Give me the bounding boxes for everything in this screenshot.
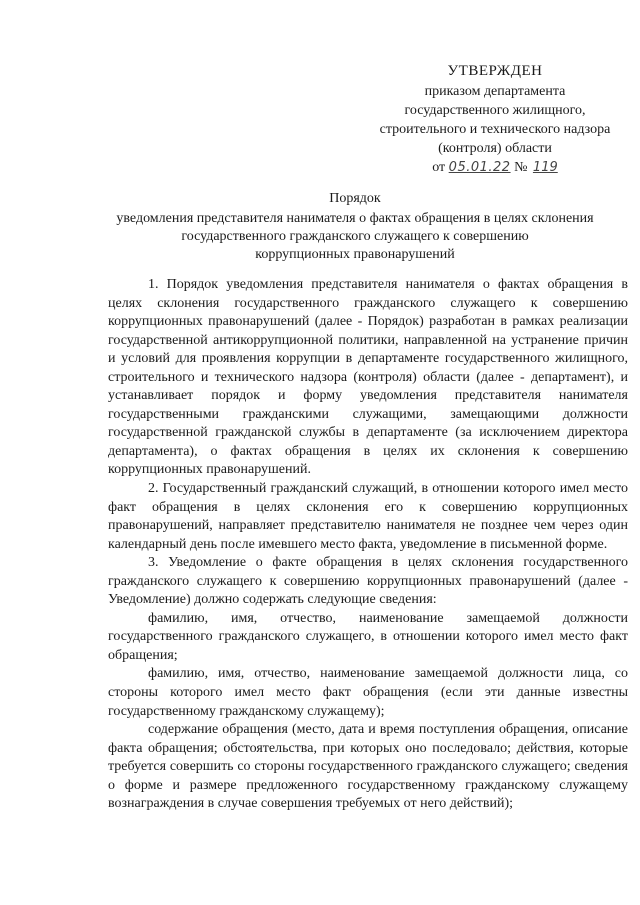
paragraph: содержание обращения (место, дата и время поступления обращения, описание факта обращения; обстоятельства, при которых оно последовало; действия, которые требуется совершить со стороны государственного гражданского служащего; сведения о форме и размере предложенного государственному гражданскому служащему вознаграждения в случае совершения требуемых от него действий); [108,722,628,812]
title-line: уведомления представителя нанимателя о фактах обращения в целях склонения [116,211,594,226]
document-title [95,190,615,264]
document-body [108,276,628,814]
date-prefix: от [432,160,446,175]
approval-line: государственного жилищного, [404,103,586,118]
paragraph: фамилию, имя, отчество, наименование замещаемой должности государственного гражданского служащего, в отношении которого имел место факт обращения; [108,610,628,663]
number-sign: № [514,160,528,175]
paragraph: 2. Государственный гражданский служащий, в отношении которого имел место факт обращения в целях склонения его к совершению коррупционных правонарушений, направляет представителю нанимателя не позднее чем через один календарный день после имевшего место факта, уведомление в письменной форме. [108,481,628,552]
approval-line: строительного и технического надзора [379,122,611,137]
approval-stamp [360,62,630,177]
paragraph: 1. Порядок уведомления представителя нанимателя о фактах обращения в целях склонения государственного гражданского служащего к совершению коррупционных правонарушений (далее - Порядок) разработан в рамках реализации государственной антикоррупционной политики, направленной на устранение причин и условий для проявления коррупции в департаменте государственного жилищного, строительного и технического надзора (контроля) области (далее - департамент), и устанавливает порядок и форму уведомления представителя нанимателя государственными гражданскими служащими, замещающими должности государственной гражданской службы в департаменте (за исключением директора департамента), о фактах обращения в целях их склонения к совершению коррупционных правонарушений. [108,277,628,478]
approval-date-line [360,158,630,177]
paragraph: 3. Уведомление о факте обращения в целях склонения государственного гражданского служащего к совершению коррупционных правонарушений (далее - Уведомление) должно содержать следующие сведения: [108,555,628,608]
title-line: коррупционных правонарушений [255,247,455,262]
title-line: государственного гражданского служащего к совершению [181,229,529,244]
title-heading: Порядок [329,191,381,206]
paragraph: фамилию, имя, отчество, наименование замещаемой должности лица, со стороны которого имел место факт обращения (если эти данные известны государственному гражданскому служащему); [108,666,628,719]
approval-heading: УТВЕРЖДЕН [447,63,543,79]
approval-line: приказом департамента [424,84,566,99]
handwritten-date: 05.01.22 [448,160,511,175]
handwritten-number: 119 [532,160,558,175]
approval-line: (контроля) области [438,141,552,156]
